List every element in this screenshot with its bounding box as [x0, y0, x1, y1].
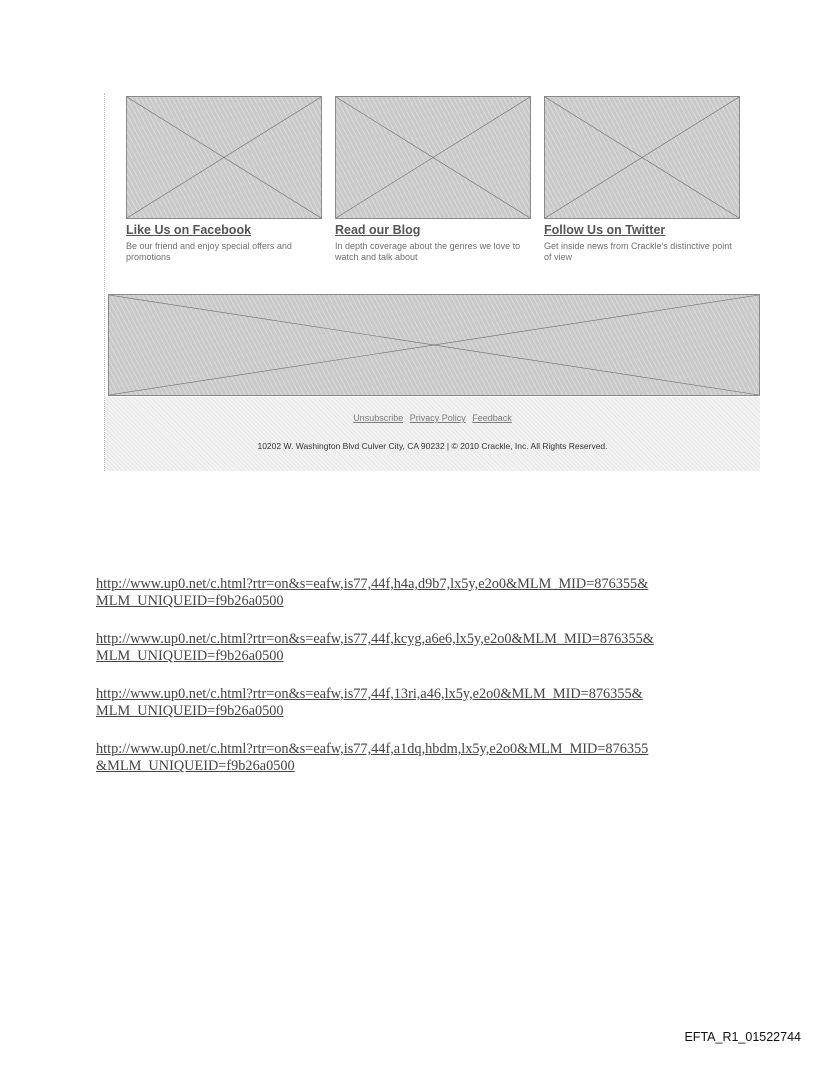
- image-placeholder-facebook[interactable]: [126, 96, 322, 219]
- url-link[interactable]: [96, 576, 736, 610]
- email-footer: [105, 397, 760, 471]
- twitter-description: Get inside news from Crackle's distinctive point of view: [544, 241, 732, 262]
- url-line-2: MLM_UNIQUEID=f9b26a0500: [96, 593, 284, 609]
- footer-address: 10202 W. Washington Blvd Culver City, CA 90232 | © 2010 Crackle, Inc. All Rights Reserved.: [257, 441, 608, 451]
- url-link[interactable]: [96, 741, 736, 775]
- promo-twitter: [544, 96, 740, 263]
- url-line-2: &MLM_UNIQUEID=f9b26a0500: [96, 758, 295, 774]
- broken-image-icon: [545, 97, 739, 218]
- blog-link[interactable]: Read our Blog: [335, 223, 421, 237]
- image-placeholder-blog[interactable]: [335, 96, 531, 219]
- url-line-1: http://www.up0.net/c.html?rtr=on&s=eafw,is77,44f,13ri,a46,lx5y,e2o0&MLM_MID=876355&: [96, 686, 643, 702]
- banner-image-placeholder[interactable]: [108, 294, 760, 396]
- feedback-link[interactable]: Feedback: [472, 413, 512, 423]
- document-id-stamp: EFTA_R1_01522744: [684, 1030, 801, 1044]
- url-line-1: http://www.up0.net/c.html?rtr=on&s=eafw,is77,44f,h4a,d9b7,lx5y,e2o0&MLM_MID=876355&: [96, 576, 649, 592]
- url-line-2: MLM_UNIQUEID=f9b26a0500: [96, 703, 284, 719]
- url-link[interactable]: [96, 686, 736, 720]
- promo-facebook: [126, 96, 322, 263]
- unsubscribe-link[interactable]: Unsubscribe: [353, 413, 404, 423]
- url-link[interactable]: [96, 631, 736, 665]
- url-line-1: http://www.up0.net/c.html?rtr=on&s=eafw,is77,44f,kcyg,a6e6,lx5y,e2o0&MLM_MID=876355&: [96, 631, 654, 647]
- url-line-2: MLM_UNIQUEID=f9b26a0500: [96, 648, 284, 664]
- blog-description: In depth coverage about the genres we love to watch and talk about: [335, 241, 521, 262]
- footer-links: [105, 413, 760, 423]
- email-content: [104, 93, 760, 471]
- broken-image-icon: [109, 295, 759, 395]
- broken-image-icon: [336, 97, 530, 218]
- facebook-description: Be our friend and enjoy special offers and promotions: [126, 241, 292, 262]
- url-line-1: http://www.up0.net/c.html?rtr=on&s=eafw,is77,44f,a1dq,hbdm,lx5y,e2o0&MLM_MID=876355: [96, 741, 649, 757]
- image-placeholder-twitter[interactable]: [544, 96, 740, 219]
- facebook-link[interactable]: Like Us on Facebook: [126, 223, 252, 237]
- url-list: [96, 576, 736, 796]
- privacy-policy-link[interactable]: Privacy Policy: [409, 413, 466, 423]
- twitter-link[interactable]: Follow Us on Twitter: [544, 223, 666, 237]
- broken-image-icon: [127, 97, 321, 218]
- promo-blog: [335, 96, 531, 263]
